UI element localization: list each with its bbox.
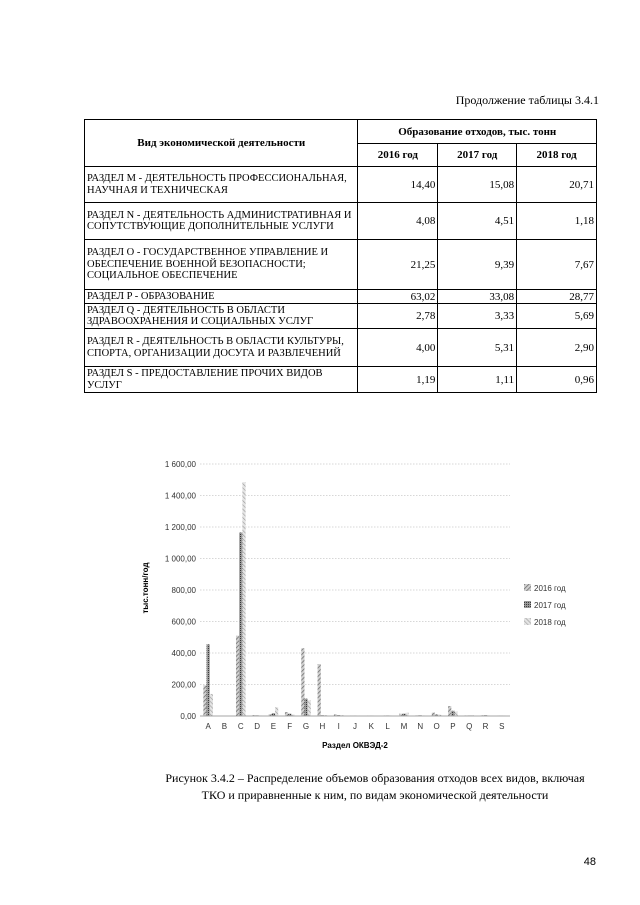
y-tick-label: 200,00	[171, 680, 196, 690]
y-tick-label: 0,00	[180, 712, 196, 721]
cell-2018: 1,18	[517, 203, 597, 240]
bar-G-2	[308, 700, 311, 716]
x-tick-label: G	[302, 722, 310, 731]
cell-2016: 14,40	[358, 167, 438, 203]
x-tick-label: Q	[466, 722, 473, 731]
cell-2018: 28,77	[517, 290, 597, 304]
legend-swatch-2016	[524, 584, 531, 591]
figure-caption-line-2: ТКО и приравненные к ним, по видам экономической деятельности	[201, 788, 549, 802]
cell-2017: 1,11	[438, 367, 517, 393]
table-row	[85, 240, 597, 290]
cell-2017: 5,31	[438, 329, 517, 367]
table-row	[85, 167, 597, 203]
x-axis-title: Раздел ОКВЭД-2	[322, 741, 388, 750]
table-row	[85, 367, 597, 393]
bar-A-0	[203, 685, 206, 716]
x-tick-label: O	[433, 722, 440, 731]
table-caption: Продолжение таблицы 3.4.1	[455, 93, 599, 107]
legend	[524, 584, 566, 627]
header-year-2017: 2017 год	[438, 144, 517, 167]
cell-2016: 4,00	[358, 329, 438, 367]
y-tick-label: 800,00	[171, 586, 196, 595]
legend-swatch-2018	[524, 618, 531, 625]
bar-A-1	[207, 644, 210, 716]
bar-A-2	[210, 694, 213, 716]
x-tick-label: F	[287, 722, 293, 731]
y-tick-label: 400,00	[171, 649, 196, 658]
x-tick-label: H	[319, 722, 326, 731]
bar-C-0	[236, 636, 239, 716]
cell-2018: 7,67	[517, 240, 597, 290]
figure-caption	[150, 770, 600, 804]
y-tick-label: 1 600,00	[164, 460, 196, 469]
waste-bar-chart	[128, 450, 588, 760]
y-axis-title: тыс.тонн/год	[141, 562, 150, 614]
table-row	[85, 304, 597, 329]
x-tick-label: S	[499, 722, 505, 731]
cell-2016: 1,19	[358, 367, 438, 393]
bar-G-1	[304, 699, 307, 716]
cell-2017: 3,33	[438, 304, 517, 329]
x-tick-label: L	[385, 722, 390, 731]
y-tick-label: 600,00	[171, 617, 196, 627]
row-label: РАЗДЕЛ O - ГОСУДАРСТВЕННОЕ УПРАВЛЕНИЕ И ОБЕСПЕЧЕНИЕ ВОЕННОЙ БЕЗОПАСНОСТИ; СОЦИАЛЬНОЕ ОБЕСПЕЧЕНИЕ	[85, 240, 358, 290]
bar-M-2	[406, 713, 409, 716]
header-activity: Вид экономической деятельности	[85, 120, 358, 167]
bar-F-0	[285, 712, 288, 716]
bar-P-2	[454, 711, 457, 716]
x-tick-label: K	[368, 722, 374, 731]
x-tick-label: J	[353, 722, 357, 731]
x-tick-label: M	[400, 722, 408, 731]
table-row	[85, 203, 597, 240]
bar-E-2	[275, 707, 278, 716]
legend-label-2016: 2016 год	[534, 584, 566, 593]
row-label: РАЗДЕЛ R - ДЕЯТЕЛЬНОСТЬ В ОБЛАСТИ КУЛЬТУРЫ, СПОРТА, ОРГАНИЗАЦИИ ДОСУГА И РАЗВЛЕЧЕНИЙ	[85, 329, 358, 367]
header-year-2018: 2018 год	[517, 144, 597, 167]
legend-swatch-2017	[524, 601, 531, 608]
bar-H-0	[318, 664, 321, 716]
page-number: 48	[583, 856, 596, 868]
cell-2017: 4,51	[438, 203, 517, 240]
bar-P-0	[448, 706, 451, 716]
x-tick-label: E	[270, 722, 277, 731]
header-year-2016: 2016 год	[358, 144, 438, 167]
row-label: РАЗДЕЛ M - ДЕЯТЕЛЬНОСТЬ ПРОФЕССИОНАЛЬНАЯ, НАУЧНАЯ И ТЕХНИЧЕСКАЯ	[85, 167, 358, 203]
cell-2016: 4,08	[358, 203, 438, 240]
x-tick-label: N	[417, 722, 424, 731]
cell-2016: 2,78	[358, 304, 438, 329]
figure-caption-line-1: Рисунок 3.4.2 – Распределение объемов образования отходов всех видов, включая	[165, 771, 585, 785]
x-tick-label: P	[450, 722, 456, 731]
cell-2017: 9,39	[438, 240, 517, 290]
waste-table	[84, 119, 597, 393]
cell-2016: 63,02	[358, 290, 438, 304]
bar-G-0	[301, 648, 304, 716]
row-label: РАЗДЕЛ P - ОБРАЗОВАНИЕ	[85, 290, 358, 304]
bar-O-0	[432, 713, 435, 716]
table-row	[85, 329, 597, 367]
cell-2017: 15,08	[438, 167, 517, 203]
x-tick-label: A	[205, 722, 211, 731]
y-tick-label: 1 200,00	[164, 523, 196, 532]
x-tick-label: B	[221, 722, 228, 731]
legend-label-2018: 2018 год	[534, 618, 566, 627]
cell-2018: 2,90	[517, 329, 597, 367]
y-tick-label: 1 400,00	[164, 491, 196, 501]
x-tick-label: D	[254, 722, 260, 731]
header-group: Образование отходов, тыс. тонн	[358, 120, 597, 144]
row-label: РАЗДЕЛ Q - ДЕЯТЕЛЬНОСТЬ В ОБЛАСТИ ЗДРАВООХРАНЕНИЯ И СОЦИАЛЬНЫХ УСЛУГ	[85, 304, 358, 329]
y-tick-label: 1 000,00	[164, 554, 196, 564]
cell-2018: 0,96	[517, 367, 597, 393]
bar-C-2	[242, 482, 245, 716]
bar-E-1	[272, 713, 275, 716]
row-label: РАЗДЕЛ N - ДЕЯТЕЛЬНОСТЬ АДМИНИСТРАТИВНАЯ И СОПУТСТВУЮЩИЕ ДОПОЛНИТЕЛЬНЫЕ УСЛУГИ	[85, 203, 358, 240]
cell-2017: 33,08	[438, 290, 517, 304]
row-label: РАЗДЕЛ S - ПРЕДОСТАВЛЕНИЕ ПРОЧИХ ВИДОВ УСЛУГ	[85, 367, 358, 393]
cell-2018: 20,71	[517, 167, 597, 203]
cell-2018: 5,69	[517, 304, 597, 329]
x-tick-label: R	[482, 722, 489, 731]
x-tick-label: I	[337, 722, 340, 731]
x-tick-label: C	[237, 722, 244, 731]
table-row	[85, 290, 597, 304]
bar-C-1	[239, 533, 242, 716]
cell-2016: 21,25	[358, 240, 438, 290]
legend-label-2017: 2017 год	[534, 601, 566, 610]
bar-P-1	[451, 711, 454, 716]
